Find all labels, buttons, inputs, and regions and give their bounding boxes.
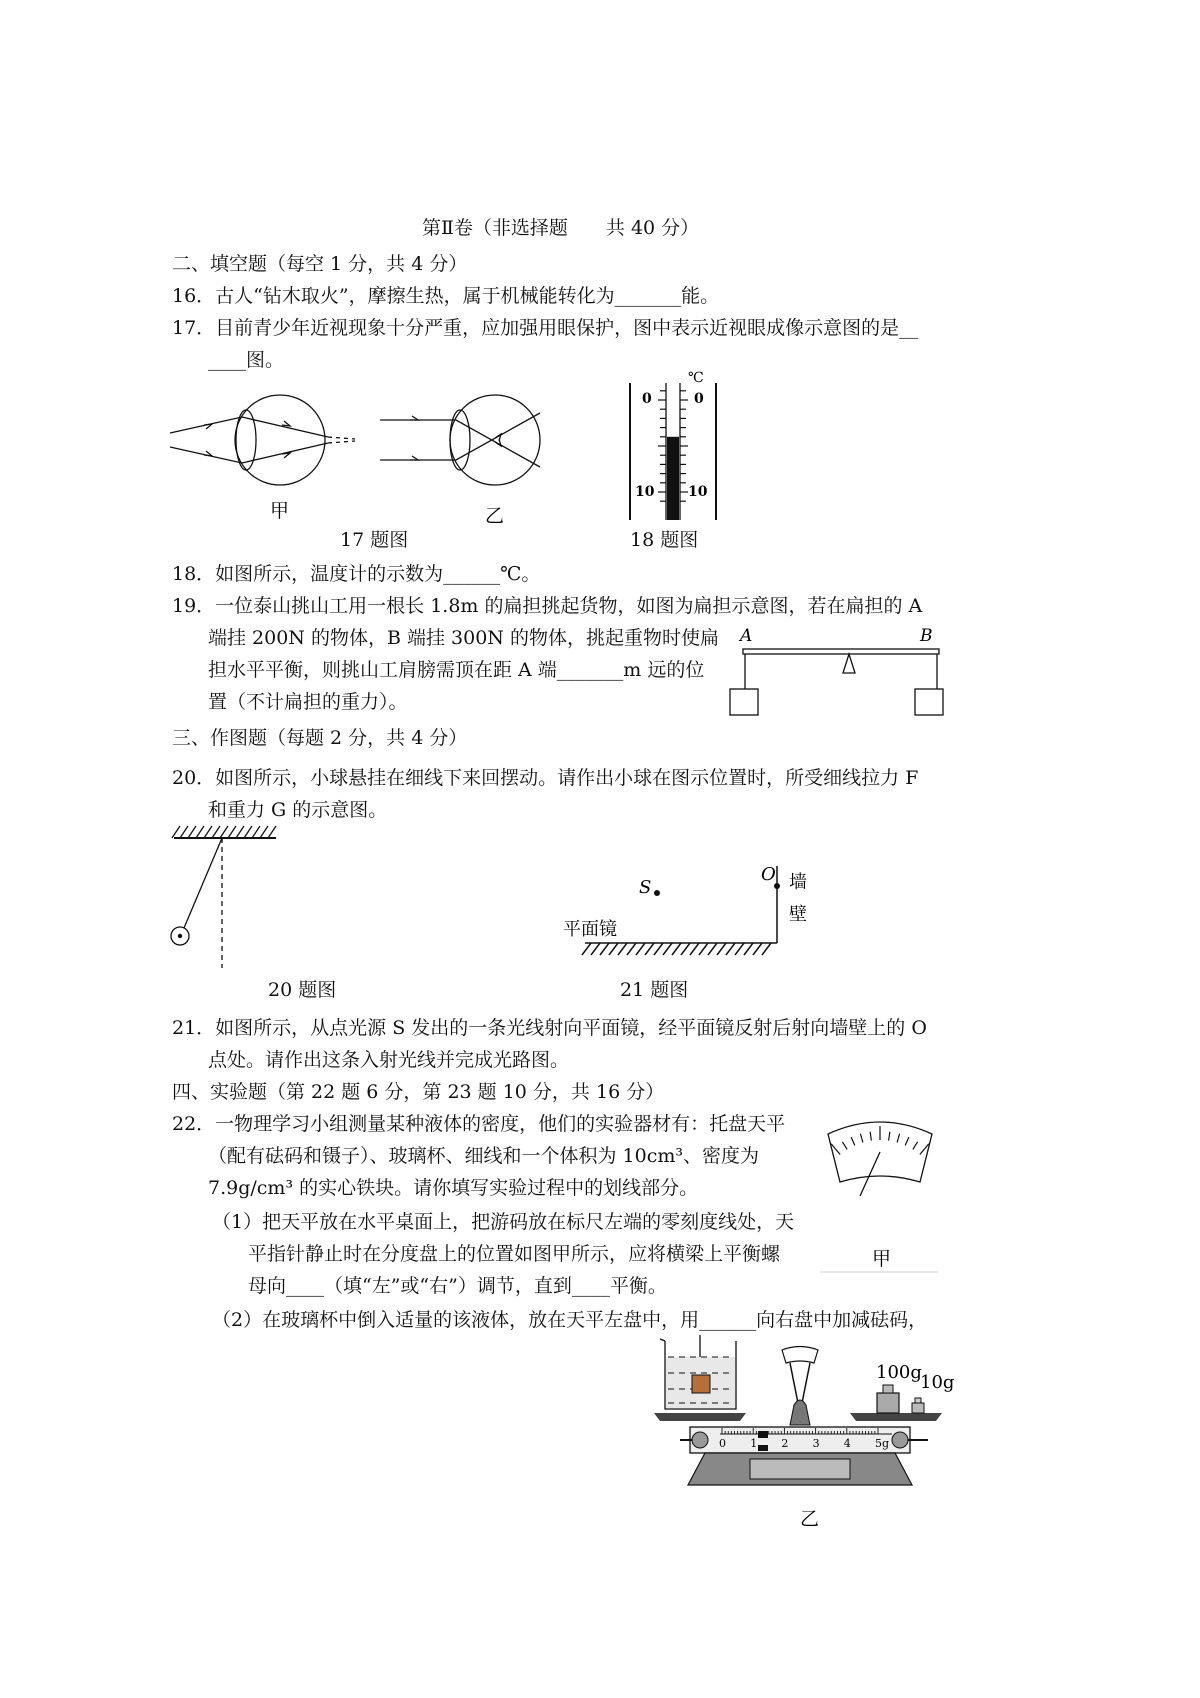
question-22-part2: （2）在玻璃杯中倒入适量的该液体，放在天平左盘中，用______向右盘中加减砝码， bbox=[212, 1309, 928, 1331]
mirror-hatch bbox=[618, 943, 627, 955]
question-21-line2: 点处。请作出这条入射光线并完成光路图。 bbox=[208, 1049, 570, 1071]
mirror-hatch bbox=[663, 943, 672, 955]
question-22-part1-line2: 平指针静止时在分度盘上的位置如图甲所示，应将横梁上平衡螺 bbox=[248, 1243, 781, 1265]
mirror-hatch bbox=[645, 943, 654, 955]
dial-tick bbox=[870, 1132, 871, 1141]
mirror-hatch bbox=[600, 943, 609, 955]
figure-17-label-left: 甲 bbox=[270, 500, 290, 522]
mirror-hatch bbox=[735, 943, 744, 955]
figure-17-caption: 17 题图 bbox=[340, 529, 409, 551]
figure-17-label-right: 乙 bbox=[485, 505, 505, 527]
figure-21-mirror-wall bbox=[555, 858, 825, 963]
mirror-hatch bbox=[636, 943, 645, 955]
mirror-label: 平面镜 bbox=[563, 919, 617, 940]
wall-label-1: 墙 bbox=[789, 872, 807, 893]
thermometer-tick-10-right: 10 bbox=[688, 484, 708, 500]
ceiling-hatch bbox=[268, 826, 276, 838]
ruler-label: 0 bbox=[719, 1437, 726, 1450]
thermometer-tick-10-left: 10 bbox=[635, 484, 655, 500]
question-17-line1: 17．目前青少年近视现象十分严重，应加强用眼保护，图中表示近视眼成像示意图的是__ bbox=[172, 317, 919, 339]
ruler-label: 4 bbox=[843, 1437, 851, 1450]
mirror-hatch bbox=[582, 943, 591, 955]
question-19-line1: 19．一位泰山挑山工用一根长 1.8m 的扁担挑起货物，如图为扁担示意图，若在扁担的 A bbox=[172, 595, 923, 617]
figure-20-caption: 20 题图 bbox=[268, 979, 337, 1001]
dial-tick bbox=[897, 1134, 899, 1143]
section-heading-fill-blank: 二、填空题（每空 1 分，共 4 分） bbox=[172, 253, 468, 275]
mirror-hatch bbox=[681, 943, 690, 955]
wall-point-label: O bbox=[761, 864, 776, 885]
thermometer-tick-0-right: 0 bbox=[694, 391, 704, 407]
ceiling-hatch bbox=[244, 826, 252, 838]
figure-22-balance-scene bbox=[650, 1335, 955, 1565]
ruler-label: 3 bbox=[812, 1437, 820, 1450]
thermometer-tick-0-left: 0 bbox=[642, 391, 652, 407]
mirror-hatch bbox=[591, 943, 600, 955]
mirror-hatch bbox=[744, 943, 753, 955]
figure-22-label-yi: 乙 bbox=[800, 1508, 820, 1530]
figure-21-caption: 21 题图 bbox=[620, 979, 689, 1001]
ruler-label: 5g bbox=[875, 1437, 890, 1450]
section-heading-drawing: 三、作图题（每题 2 分，共 4 分） bbox=[172, 727, 468, 749]
ceiling-hatch bbox=[180, 826, 188, 838]
ceiling-hatch bbox=[172, 826, 180, 838]
figure-19-shoulder-pole bbox=[725, 625, 955, 720]
question-19-line4: 置（不计扁担的重力）。 bbox=[208, 691, 408, 713]
dial-tick bbox=[851, 1137, 855, 1145]
mirror-hatch bbox=[726, 943, 735, 955]
ceiling-hatch bbox=[236, 826, 244, 838]
wall-label-2: 壁 bbox=[789, 904, 807, 925]
weight-100g-label: 100g bbox=[876, 1362, 922, 1383]
mirror-hatch bbox=[609, 943, 618, 955]
mirror-hatch bbox=[717, 943, 726, 955]
figure-22-label-jia: 甲 bbox=[872, 1248, 892, 1270]
mirror-hatch bbox=[690, 943, 699, 955]
ceiling-hatch bbox=[220, 826, 228, 838]
ruler-label: 2 bbox=[781, 1437, 789, 1450]
question-17-line2: ____图。 bbox=[208, 349, 285, 371]
pole-label-b: B bbox=[920, 626, 933, 646]
question-20-line2: 和重力 G 的示意图。 bbox=[208, 799, 388, 821]
question-19-line3: 担水平平衡，则挑山工肩膀需顶在距 A 端_______m 远的位 bbox=[208, 659, 705, 681]
question-22-line2: （配有砝码和镊子）、玻璃杯、细线和一个体积为 10cm³、密度为 bbox=[208, 1145, 759, 1167]
question-22-line1: 22．一物理学习小组测量某种液体的密度，他们的实验器材有：托盘天平 bbox=[172, 1113, 786, 1135]
question-21-line1: 21．如图所示，从点光源 S 发出的一条光线射向平面镜，经平面镜反射后射向墙壁上的 O bbox=[172, 1017, 927, 1039]
point-source-label: S bbox=[639, 877, 652, 898]
weight-10g-label: 10g bbox=[920, 1372, 955, 1393]
question-22-part1-line3: 母向____（填“左”或“右”）调节，直到____平衡。 bbox=[248, 1275, 667, 1297]
question-19-line2: 端挂 200N 的物体，B 端挂 300N 的物体，挑起重物时使扁 bbox=[208, 627, 719, 649]
mirror-hatch bbox=[654, 943, 663, 955]
ceiling-hatch bbox=[260, 826, 268, 838]
mirror-hatch bbox=[753, 943, 762, 955]
section-heading-experiment: 四、实验题（第 22 题 6 分，第 23 题 10 分，共 16 分） bbox=[172, 1081, 665, 1103]
mirror-hatch bbox=[672, 943, 681, 955]
figure-20-pendulum bbox=[160, 822, 300, 972]
ceiling-hatch bbox=[188, 826, 196, 838]
ceiling-hatch bbox=[212, 826, 220, 838]
pole-label-a: A bbox=[740, 626, 753, 646]
question-16: 16．古人“钻木取火”，摩擦生热，属于机械能转化为_______能。 bbox=[172, 285, 720, 307]
mirror-hatch bbox=[627, 943, 636, 955]
question-22-line3: 7.9g/cm³ 的实心铁块。请你填写实验过程中的划线部分。 bbox=[208, 1177, 699, 1199]
thermometer-liquid bbox=[667, 437, 679, 520]
ceiling-hatch bbox=[204, 826, 212, 838]
figure-22-balance-dial bbox=[820, 1112, 940, 1277]
dial-tick bbox=[889, 1132, 890, 1141]
mirror-hatch bbox=[699, 943, 708, 955]
dial-tick bbox=[913, 1142, 918, 1150]
figure-18-caption: 18 题图 bbox=[630, 529, 699, 551]
figure-18-thermometer bbox=[620, 370, 730, 525]
dial-tick bbox=[905, 1137, 909, 1145]
ceiling-hatch bbox=[228, 826, 236, 838]
mirror-hatch bbox=[762, 943, 771, 955]
mirror-hatch bbox=[708, 943, 717, 955]
question-20-line1: 20．如图所示，小球悬挂在细线下来回摆动。请作出小球在图示位置时，所受细线拉力 F bbox=[172, 767, 919, 789]
ruler-label: 1 bbox=[750, 1437, 758, 1450]
ceiling-hatch bbox=[196, 826, 204, 838]
dial-tick bbox=[860, 1134, 862, 1143]
thermometer-unit: ℃ bbox=[688, 370, 704, 386]
ceiling-hatch bbox=[252, 826, 260, 838]
section-title: 第Ⅱ卷（非选择题 共 40 分） bbox=[422, 217, 700, 239]
dial-tick bbox=[842, 1142, 847, 1150]
question-22-part1-line1: （1）把天平放在水平桌面上，把游码放在标尺左端的零刻度线处，天 bbox=[212, 1211, 795, 1233]
question-18: 18．如图所示，温度计的示数为______℃。 bbox=[172, 563, 541, 585]
